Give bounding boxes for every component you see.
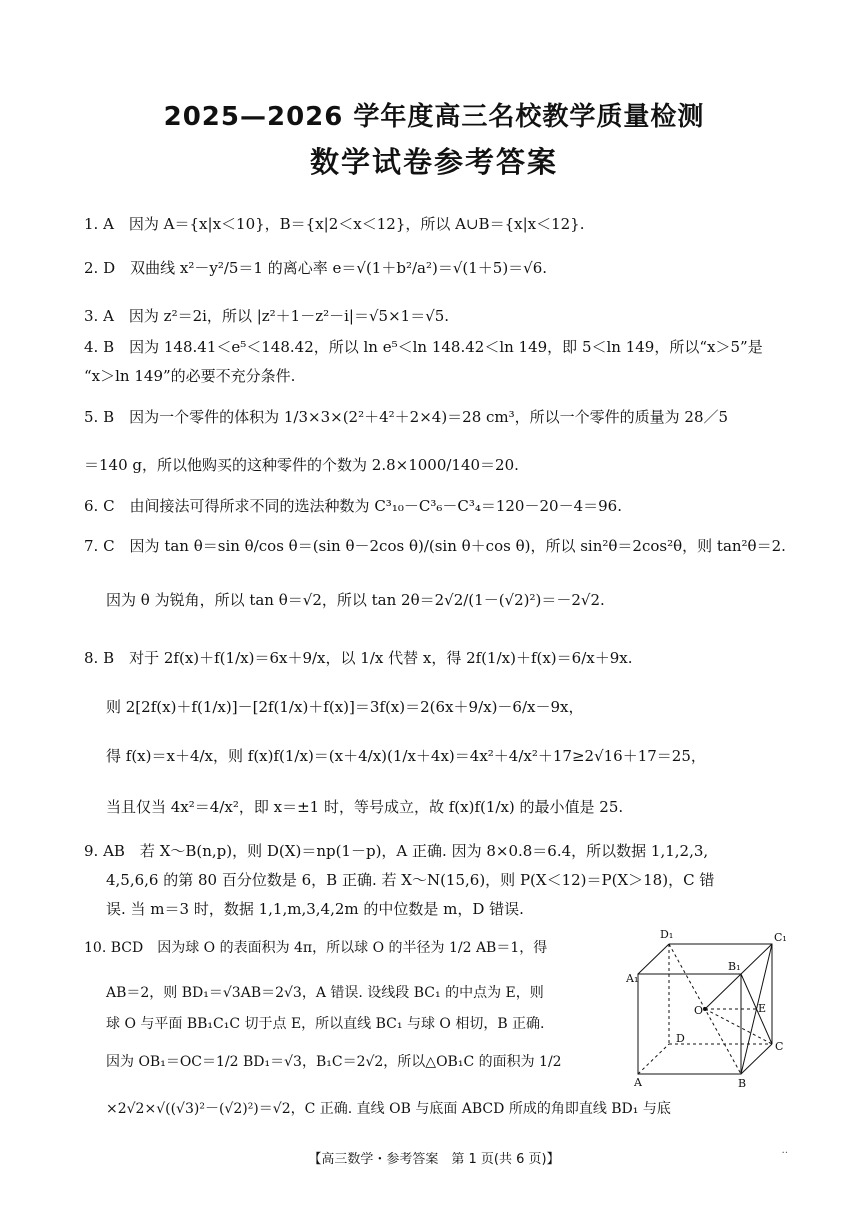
answer-line: 则 2[2f(x)＋f(1/x)]－[2f(1/x)＋f(x)]＝3f(x)＝2(6x＋9/x)－6/x－9x，	[106, 698, 584, 716]
answer-line: ＝140 g，所以他购买的这种零件的个数为 2.8×1000/140＝20.	[84, 456, 519, 474]
answer-line: 6. C 由间接法可得所求不同的选法种数为 C³₁₀－C³₆－C³₄＝120－20－4＝96.	[84, 497, 622, 515]
answer-line: 5. B 因为一个零件的体积为 1/3×3×(2²＋4²＋2×4)＝28 cm³，所以一个零件的质量为 28／5	[84, 408, 729, 426]
answer-line: 因为 θ 为锐角，所以 tan θ＝√2，所以 tan 2θ＝2√2/(1－(√2)²)＝－2√2.	[106, 591, 605, 609]
corner-mark: ··	[781, 1148, 788, 1159]
answer-line: 2. D 双曲线 x²－y²/5＝1 的离心率 e＝√(1＋b²/a²)＝√(1＋5)＝√6.	[84, 259, 548, 277]
answer-line: 4,5,6,6 的第 80 百分位数是 6，B 正确. 若 X～N(15,6)，则 P(X＜12)＝P(X＞18)，C 错	[106, 871, 715, 889]
label-C: C	[775, 1040, 784, 1053]
cube-sphere-figure	[624, 924, 794, 1094]
answer-line: 当且仅当 4x²＝4/x²，即 x＝±1 时，等号成立，故 f(x)f(1/x) 的最小值是 25.	[106, 798, 624, 816]
answer-line: 误. 当 m＝3 时，数据 1,1,m,3,4,2m 的中位数是 m，D 错误.	[106, 900, 524, 918]
answer-line: “x＞ln 149”的必要不充分条件.	[84, 367, 296, 385]
answer-line: 8. B 对于 2f(x)＋f(1/x)＝6x＋9/x，以 1/x 代替 x，得 2f(1/x)＋f(x)＝6/x＋9x.	[84, 649, 633, 667]
answer-line: 因为 OB₁＝OC＝1/2 BD₁＝√3，B₁C＝2√2，所以△OB₁C 的面积为 1/2	[106, 1054, 562, 1070]
label-C1: C₁	[774, 931, 787, 944]
label-B: B	[738, 1077, 747, 1090]
answer-line: 7. C 因为 tan θ＝sin θ/cos θ＝(sin θ－2cos θ)/(sin θ＋cos θ)，所以 sin²θ＝2cos²θ，则 tan²θ＝2.	[84, 537, 786, 555]
label-D1: D₁	[660, 928, 674, 941]
answer-line: ×2√2×√((√3)²－(√2)²)＝√2，C 正确. 直线 OB 与底面 ABCD 所成的角即直线 BD₁ 与底	[106, 1101, 671, 1117]
page-subtitle: 数学试卷参考答案	[309, 145, 558, 179]
label-A: A	[634, 1076, 642, 1089]
answer-line: 球 O 与平面 BB₁C₁C 切于点 E，所以直线 BC₁ 与球 O 相切，B 正确.	[106, 1016, 545, 1032]
answer-line: 9. AB 若 X～B(n,p)，则 D(X)＝np(1－p)，A 正确. 因为 8×0.8＝6.4，所以数据 1,1,2,3,	[84, 842, 709, 860]
answer-line: 得 f(x)＝x＋4/x，则 f(x)f(1/x)＝(x＋4/x)(1/x＋4x)＝4x²＋4/x²＋17≥2√16＋17＝25，	[106, 747, 706, 765]
page-footer: 【高三数学・参考答案 第 1 页(共 6 页)】	[308, 1152, 560, 1167]
answer-line: 4. B 因为 148.41＜e⁵＜148.42，所以 ln e⁵＜ln 148.42＜ln 149，即 5＜ln 149，所以“x＞5”是	[84, 338, 763, 356]
label-B1: B₁	[728, 960, 741, 973]
answer-line: 3. A 因为 z²＝2i，所以 |z²＋1－z²－i|＝√5×1＝√5.	[84, 307, 450, 325]
answer-line: 1. A 因为 A＝{x|x＜10}，B＝{x|2＜x＜12}，所以 A∪B＝{x|x＜12}.	[84, 215, 585, 233]
answer-line: 10. BCD 因为球 O 的表面积为 4π，所以球 O 的半径为 1/2 AB＝1，得	[84, 940, 548, 956]
label-E: E	[758, 1002, 767, 1015]
page-title: 2025—2026 学年度高三名校教学质量检测	[163, 102, 705, 132]
label-D: D	[676, 1032, 685, 1045]
answer-line: AB＝2，则 BD₁＝√3AB＝2√3，A 错误. 设线段 BC₁ 的中点为 E，则	[106, 985, 544, 1001]
label-O: O	[694, 1004, 704, 1017]
label-A1: A₁	[626, 972, 639, 985]
